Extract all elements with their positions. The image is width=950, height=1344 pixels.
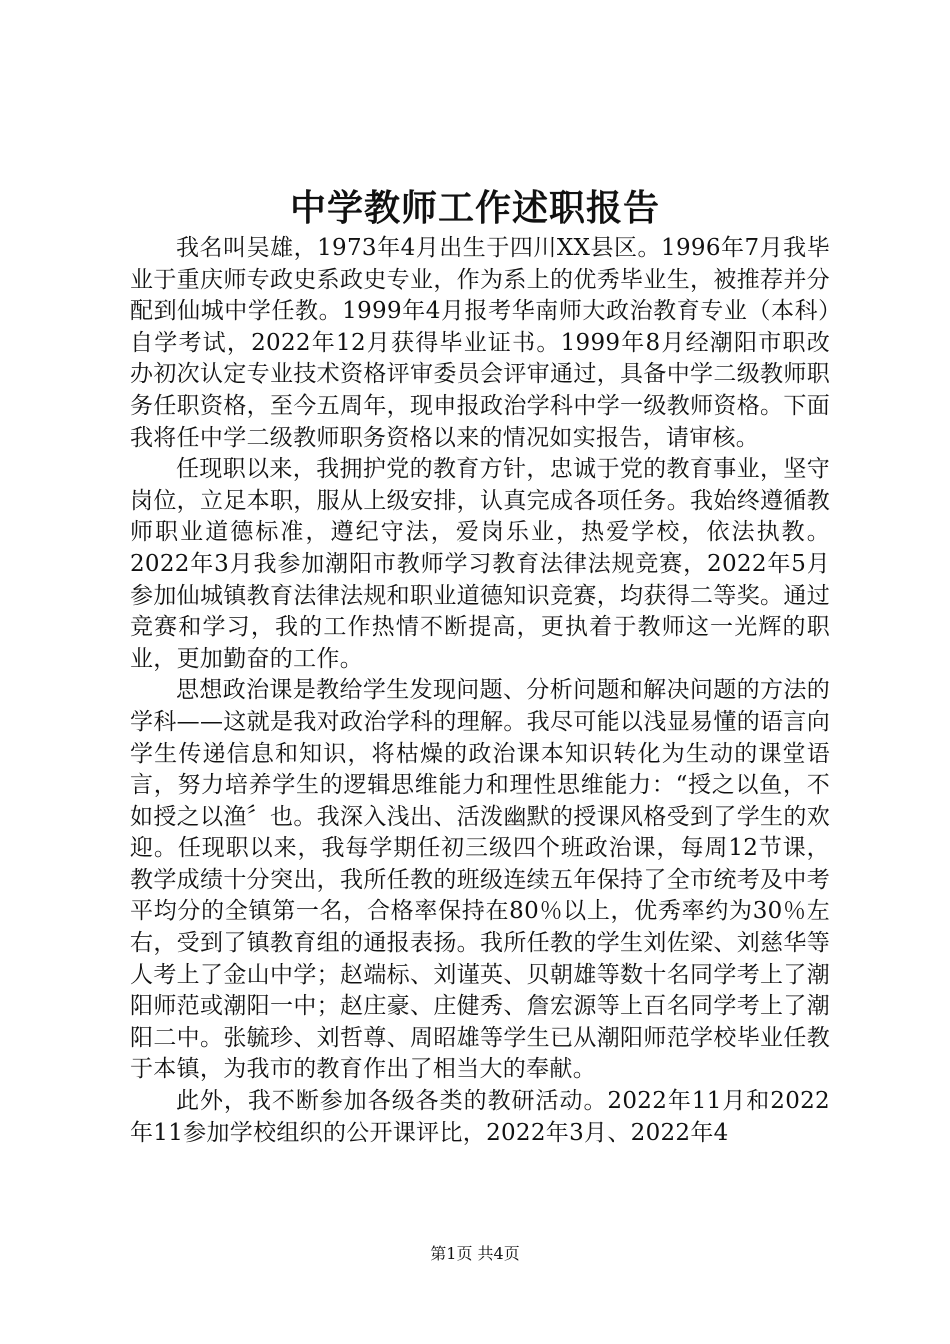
page-footer: 第1页 共4页 <box>430 1244 520 1263</box>
paragraph-4: 此外，我不断参加各级各类的教研活动。2022年11月和2022年11参加学校组织的公开课评比，2022年3月、2022年4 <box>130 1088 830 1146</box>
paragraph-3: 思想政治课是教给学生发现问题、分析问题和解决问题的方法的学科——这就是我对政治学科的理解。我尽可能以浅显易懂的语言向学生传递信息和知识，将枯燥的政治课本知识转化为生动的课堂语言，努力培养学生的逻辑思维能力和理性思维能力：“授之以鱼，不如授之以渔〞也。我深入浅出、活泼幽默的授课风格受到了学生的欢迎。任现职以来，我每学期任初三级四个班政治课，每周12节课，教学成绩十分突出，我所任教的班级连续五年保持了全市统考及中考平均分的全镇第一名，合格率保持在80％以上，优秀率约为30％左右，受到了镇教育组的通报表扬。我所任教的学生刘佐梁、刘慈华等人考上了金山中学；赵端标、刘谨英、贝朝雄等数十名同学考上了潮阳师范或潮阳一中；赵庄豪、庄健秀、詹宏源等上百名同学考上了潮阳二中。张毓珍、刘哲尊、周昭雄等学生已从潮阳师范学校毕业任教于本镇，为我市的教育作出了相当大的奉献。 <box>130 677 830 1083</box>
document-title: 中学教师工作述职报告 <box>289 187 660 229</box>
paragraph-1: 我名叫吴雄，1973年4月出生于四川XX县区。1996年7月我毕业于重庆师专政史系政史专业，作为系上的优秀毕业生，被推荐并分配到仙城中学任教。1999年4月报考华南师大政治教育专业（本科）自学考试，2022年12月获得毕业证书。1999年8月经潮阳市职改办初次认定专业技术资格评审委员会评审通过，具备中学二级教师职务任职资格，至今五周年，现申报政治学科中学一级教师资格。下面我将任中学二级教师职务资格以来的情况如实报告，请审核。 <box>130 235 830 451</box>
paragraph-2: 任现职以来，我拥护党的教育方针，忠诚于党的教育事业，坚守岗位，立足本职，服从上级安排，认真完成各项任务。我始终遵循教师职业道德标准，遵纪守法，爱岗乐业，热爱学校，依法执教。2022年3月我参加潮阳市教师学习教育法律法规竞赛，2022年5月参加仙城镇教育法律法规和职业道德知识竞赛，均获得二等奖。通过竞赛和学习，我的工作热情不断提高，更执着于教师这一光辉的职业，更加勤奋的工作。 <box>130 456 830 672</box>
document-body <box>130 233 830 1149</box>
